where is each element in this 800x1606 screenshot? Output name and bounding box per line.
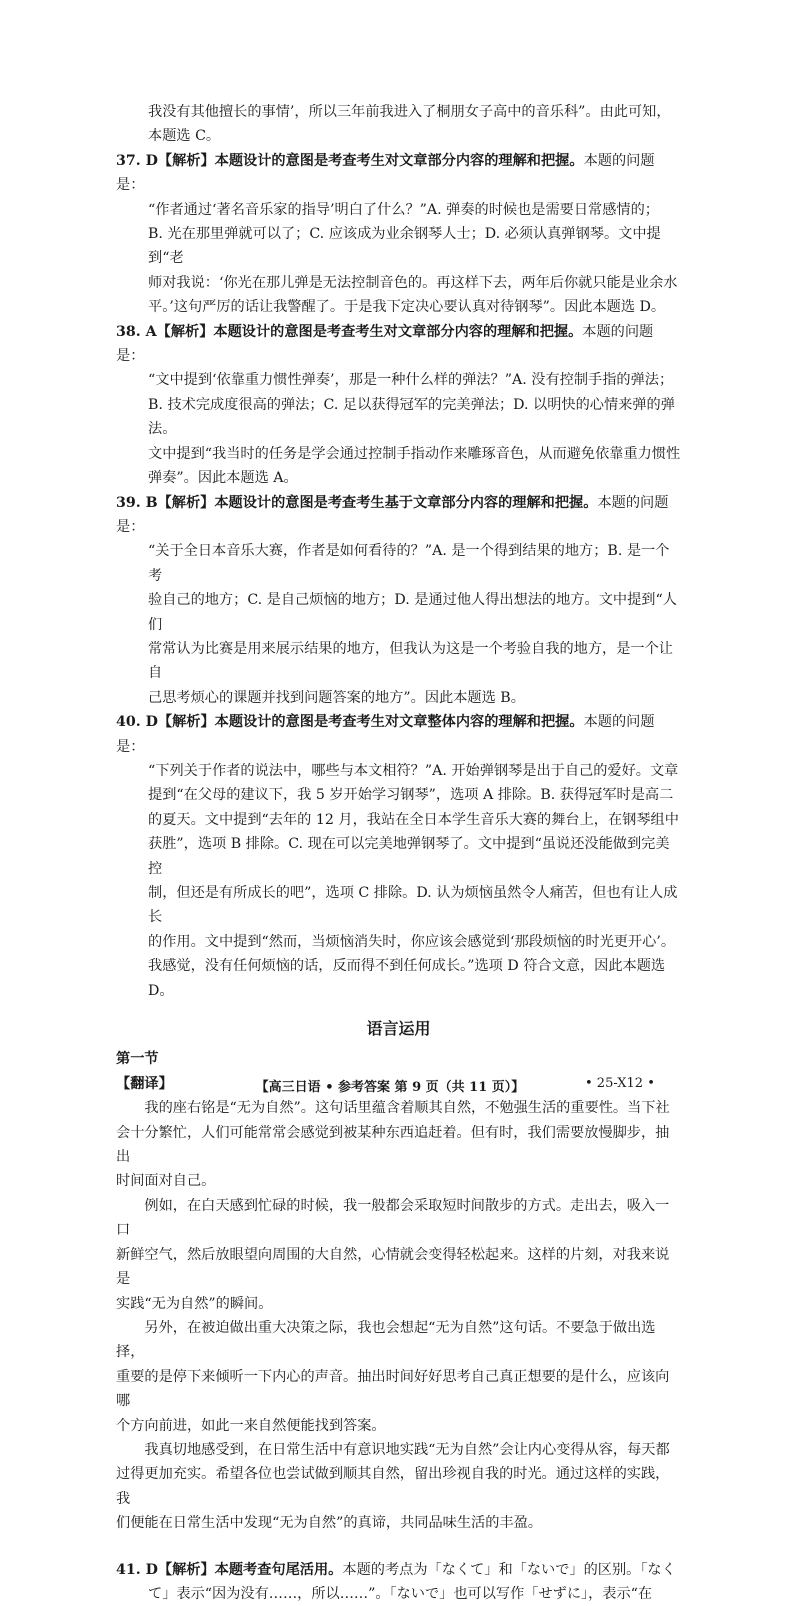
text-line: 平。’这句严厉的话让我警醒了。于是我下定决心要认真对待钢琴”。因此本题选 D。 — [148, 299, 666, 316]
text-line: “作者通过‘著名音乐家的指导’明白了什么？”A. 弹奏的时候也是需要日常感情的； — [148, 201, 659, 218]
answer-heading-rest: 本题的问题是： — [116, 323, 654, 365]
answer-heading-rest: 本题的问题是： — [116, 152, 655, 194]
text-line: “下列关于作者的说法中，哪些与本文相符？”A. 开始弹钢琴是出于自己的爱好。文章 — [148, 762, 679, 779]
answer-item-38 — [116, 320, 681, 491]
answer-item-40 — [116, 710, 681, 1003]
text-line: 时间面对自己。 — [116, 1173, 216, 1190]
text-line: 新鲜空气，然后放眼望向周围的大自然，心情就会变得轻松起来。这样的片刻，对我来说是 — [116, 1246, 670, 1288]
answer-heading: 40. D【解析】本题设计的意图是考查考生对文章整体内容的理解和把握。 — [116, 714, 584, 731]
text-line: 我感觉，没有任何烦恼的话，反而得不到任何成长。”选项 D 符合文意，因此本题选 D。 — [148, 958, 666, 999]
text-line: 实践“无为自然”的瞬间。 — [116, 1295, 273, 1312]
answer-item-39 — [116, 491, 681, 711]
page-content — [116, 100, 681, 1606]
text-line: 的作用。文中提到“然而，当烦恼消失时，你应该会感觉到‘那段烦恼的时光更开心’。 — [148, 933, 676, 950]
text-line: 己思考烦心的课题并找到问题答案的地方”。因此本题选 B。 — [148, 689, 525, 706]
answer-heading: 41. D【解析】本题考查句尾活用。 — [116, 1561, 343, 1578]
top-continuation — [116, 100, 681, 149]
text-line: 会十分繁忙，人们可能常常会感觉到被某种东西追赶着。但有时，我们需要放慢脚步，抽出 — [116, 1124, 670, 1166]
footer-code: • 25-X12 • — [585, 1076, 655, 1091]
answer-heading: 39. B【解析】本题设计的意图是考查考生基于文章部分内容的理解和把握。 — [116, 494, 598, 511]
text-line: 的夏天。文中提到“去年的 12 月，我站在全日本学生音乐大赛的舞台上，在钢琴组中 — [148, 811, 679, 828]
translation-label: 【翻译】 — [116, 1075, 173, 1092]
text-line: 获胜”，选项 B 排除。C. 现在可以完美地弹钢琴了。文中提到“虽说还没能做到完美控 — [148, 836, 670, 877]
text-line: 们便能在日常生活中发现“无为自然”的真谛，共同品味生活的丰盈。 — [116, 1515, 542, 1532]
text-line: “关于全日本音乐大赛，作者是如何看待的？”A. 是一个得到结果的地方；B. 是一个考 — [148, 543, 670, 584]
text-line: 师对我说：‘你光在那儿弹是无法控制音色的。再这样下去，两年后你就只能是业余水 — [148, 274, 678, 291]
answer-heading-rest: 本题的考点为「なくて」和「ないで」的区别。「なく — [342, 1561, 676, 1578]
translation-paragraph — [116, 1316, 681, 1438]
text-line: 制，但还是有所成长的吧”，选项 C 排除。D. 认为烦恼虽然令人痛苦，但也有让人成长 — [148, 885, 678, 926]
text-line: 常常认为比赛是用来展示结果的地方，但我认为这是一个考验自我的地方，是一个让自 — [148, 640, 673, 682]
answer-heading-rest: 本题的问题是： — [116, 714, 655, 755]
text-line: 我没有其他擅长的事情’，所以三年前我进入了桐朋女子高中的音乐科”。由此可知， — [148, 104, 671, 120]
answer-heading: 37. D【解析】本题设计的意图是考查考生对文章部分内容的理解和把握。 — [116, 152, 584, 169]
text-line: 重要的是停下来倾听一下内心的声音。抽出时间好好思考自己真正想要的是什么，应该向哪 — [116, 1368, 670, 1410]
text-line: 过得更加充实。希望各位也尝试做到顺其自然，留出珍视自我的时光。通过这样的实践，我 — [116, 1466, 670, 1507]
section-title: 语言运用 — [366, 1019, 431, 1039]
text-line: 验自己的地方；C. 是自己烦恼的地方；D. 是通过他人得出想法的地方。文中提到“人们 — [148, 592, 677, 633]
text-line: 我真切地感受到，在日常生活中有意识地实践“无为自然”会让内心变得从容，每天都 — [144, 1441, 670, 1458]
spacer — [116, 1536, 681, 1558]
page-footer — [0, 1076, 800, 1100]
footer-page-info: 【高三日语 • 参考答案 第 9 页（共 11 页）】 — [255, 1080, 525, 1095]
answer-heading-rest: 本题的问题是： — [116, 494, 669, 535]
translation-paragraph — [116, 1438, 681, 1536]
text-line: B. 光在那里弹就可以了；C. 应该成为业余钢琴人士；D. 必须认真弹钢琴。文中提到“老 — [148, 226, 661, 267]
text-line: 例如，在白天感到忙碌的时候，我一般都会采取短时间散步的方式。走出去，吸入一口 — [116, 1197, 670, 1239]
text-line: B. 技术完成度很高的弹法；C. 足以获得冠军的完美弹法；D. 以明快的心情来弹的弹法。 — [148, 396, 675, 438]
text-line: 我的座右铭是“无为自然”。这句话里蕴含着顺其自然，不勉强生活的重要性。当下社 — [144, 1100, 670, 1117]
text-line: て」表示“因为没有……，所以……”。「ないで」也可以写作「せずに」，表示“在 — [148, 1585, 653, 1602]
translation-paragraph — [116, 1096, 681, 1194]
answer-item-41 — [116, 1558, 681, 1606]
text-line: 文中提到“我当时的任务是学会通过控制手指动作来雕琢音色，从而避免依靠重力惯性 — [148, 445, 681, 462]
answer-item-37 — [116, 149, 681, 320]
text-line: 个方向前进，如此一来自然便能找到答案。 — [116, 1417, 386, 1434]
answer-heading: 38. A【解析】本题设计的意图是考查考生对文章部分内容的理解和把握。 — [116, 323, 583, 340]
text-line: 另外，在被迫做出重大决策之际，我也会想起“无为自然”这句话。不要急于做出选择， — [116, 1319, 656, 1361]
translation-paragraph — [116, 1194, 681, 1316]
text-line: 弹奏”。因此本题选 A。 — [148, 470, 298, 487]
section-subtitle: 第一节 — [116, 1051, 159, 1068]
text-line: “文中提到‘依靠重力惯性弹奏’，那是一种什么样的弹法？”A. 没有控制手指的弹法； — [148, 372, 674, 389]
text-line: 提到“在父母的建议下，我 5 岁开始学习钢琴”，选项 A 排除。B. 获得冠军时是高二 — [148, 787, 674, 804]
text-line: 本题选 C。 — [148, 128, 221, 145]
